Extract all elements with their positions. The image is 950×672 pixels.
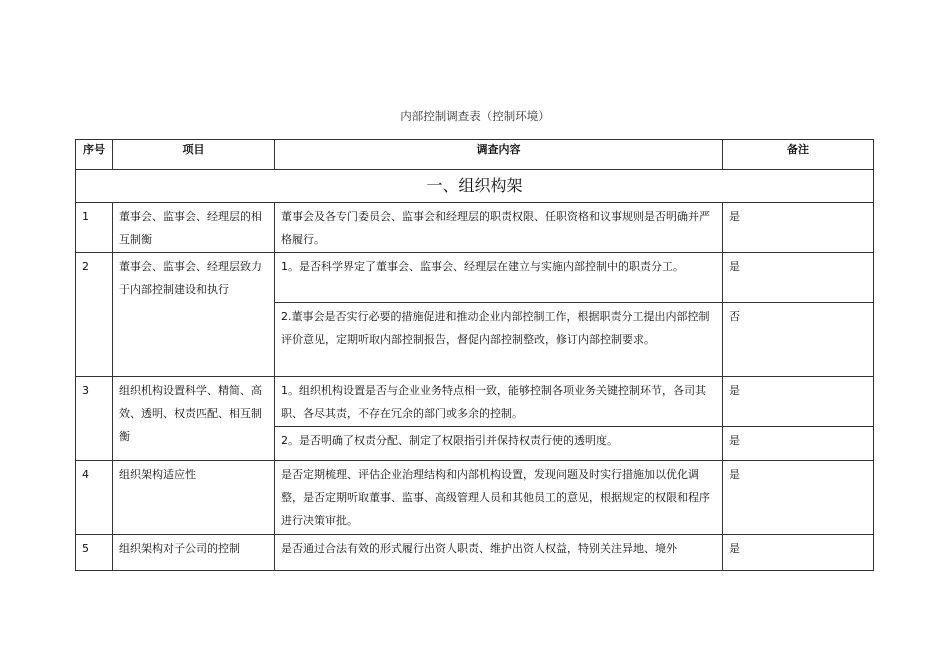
header-no: 序号 xyxy=(76,140,113,170)
section-row xyxy=(76,170,874,203)
row-number: 5 xyxy=(76,535,113,571)
row-item: 董事会、监事会、经理层的相互制衡 xyxy=(113,203,275,253)
table-header-row xyxy=(76,140,874,170)
section-title: 一、组织构架 xyxy=(76,170,874,203)
row-number: 4 xyxy=(76,461,113,535)
table-row xyxy=(76,461,874,535)
row-item: 组织架构适应性 xyxy=(113,461,275,535)
table-row xyxy=(76,377,874,427)
row-remark: 是 xyxy=(723,535,874,571)
row-content: 2.董事会是否实行必要的措施促进和推动企业内部控制工作，根据职责分工提出内部控制评价意见，定期听取内部控制报告，督促内部控制整改，修订内部控制要求。 xyxy=(275,303,723,377)
header-content: 调查内容 xyxy=(275,140,723,170)
header-item: 项目 xyxy=(113,140,275,170)
table-row xyxy=(76,203,874,253)
row-item: 组织架构对子公司的控制 xyxy=(113,535,275,571)
row-number: 2 xyxy=(76,253,113,377)
row-content: 1。组织机构设置是否与企业业务特点相一致，能够控制各项业务关键控制环节，各司其职、各尽其责，不存在冗余的部门或多余的控制。 xyxy=(275,377,723,427)
row-remark: 是 xyxy=(723,253,874,303)
row-content: 2。是否明确了权责分配、制定了权限指引并保持权责行使的透明度。 xyxy=(275,427,723,461)
row-number: 3 xyxy=(76,377,113,461)
header-remark: 备注 xyxy=(723,140,874,170)
row-remark: 是 xyxy=(723,427,874,461)
document-title: 内部控制调查表（控制环境） xyxy=(400,109,550,123)
row-content: 董事会及各专门委员会、监事会和经理层的职责权限、任职资格和议事规则是否明确并严格履行。 xyxy=(275,203,723,253)
row-item: 董事会、监事会、经理层致力于内部控制建设和执行 xyxy=(113,253,275,377)
row-number: 1 xyxy=(76,203,113,253)
row-remark: 是 xyxy=(723,377,874,427)
row-remark: 否 xyxy=(723,303,874,377)
row-content: 1。是否科学界定了董事会、监事会、经理层在建立与实施内部控制中的职责分工。 xyxy=(275,253,723,303)
survey-table xyxy=(75,139,874,571)
row-content: 是否通过合法有效的形式履行出资人职责、维护出资人权益，特别关注异地、境外 xyxy=(275,535,723,571)
row-remark: 是 xyxy=(723,203,874,253)
row-remark: 是 xyxy=(723,461,874,535)
table-row xyxy=(76,535,874,571)
row-content: 是否定期梳理、评估企业治理结构和内部机构设置，发现问题及时实行措施加以优化调整，是否定期听取董事、监事、高级管理人员和其他员工的意见，根据规定的权限和程序进行决策审批。 xyxy=(275,461,723,535)
table-row xyxy=(76,253,874,303)
row-item: 组织机构设置科学、精简、高效、透明、权责匹配、相互制衡 xyxy=(113,377,275,461)
